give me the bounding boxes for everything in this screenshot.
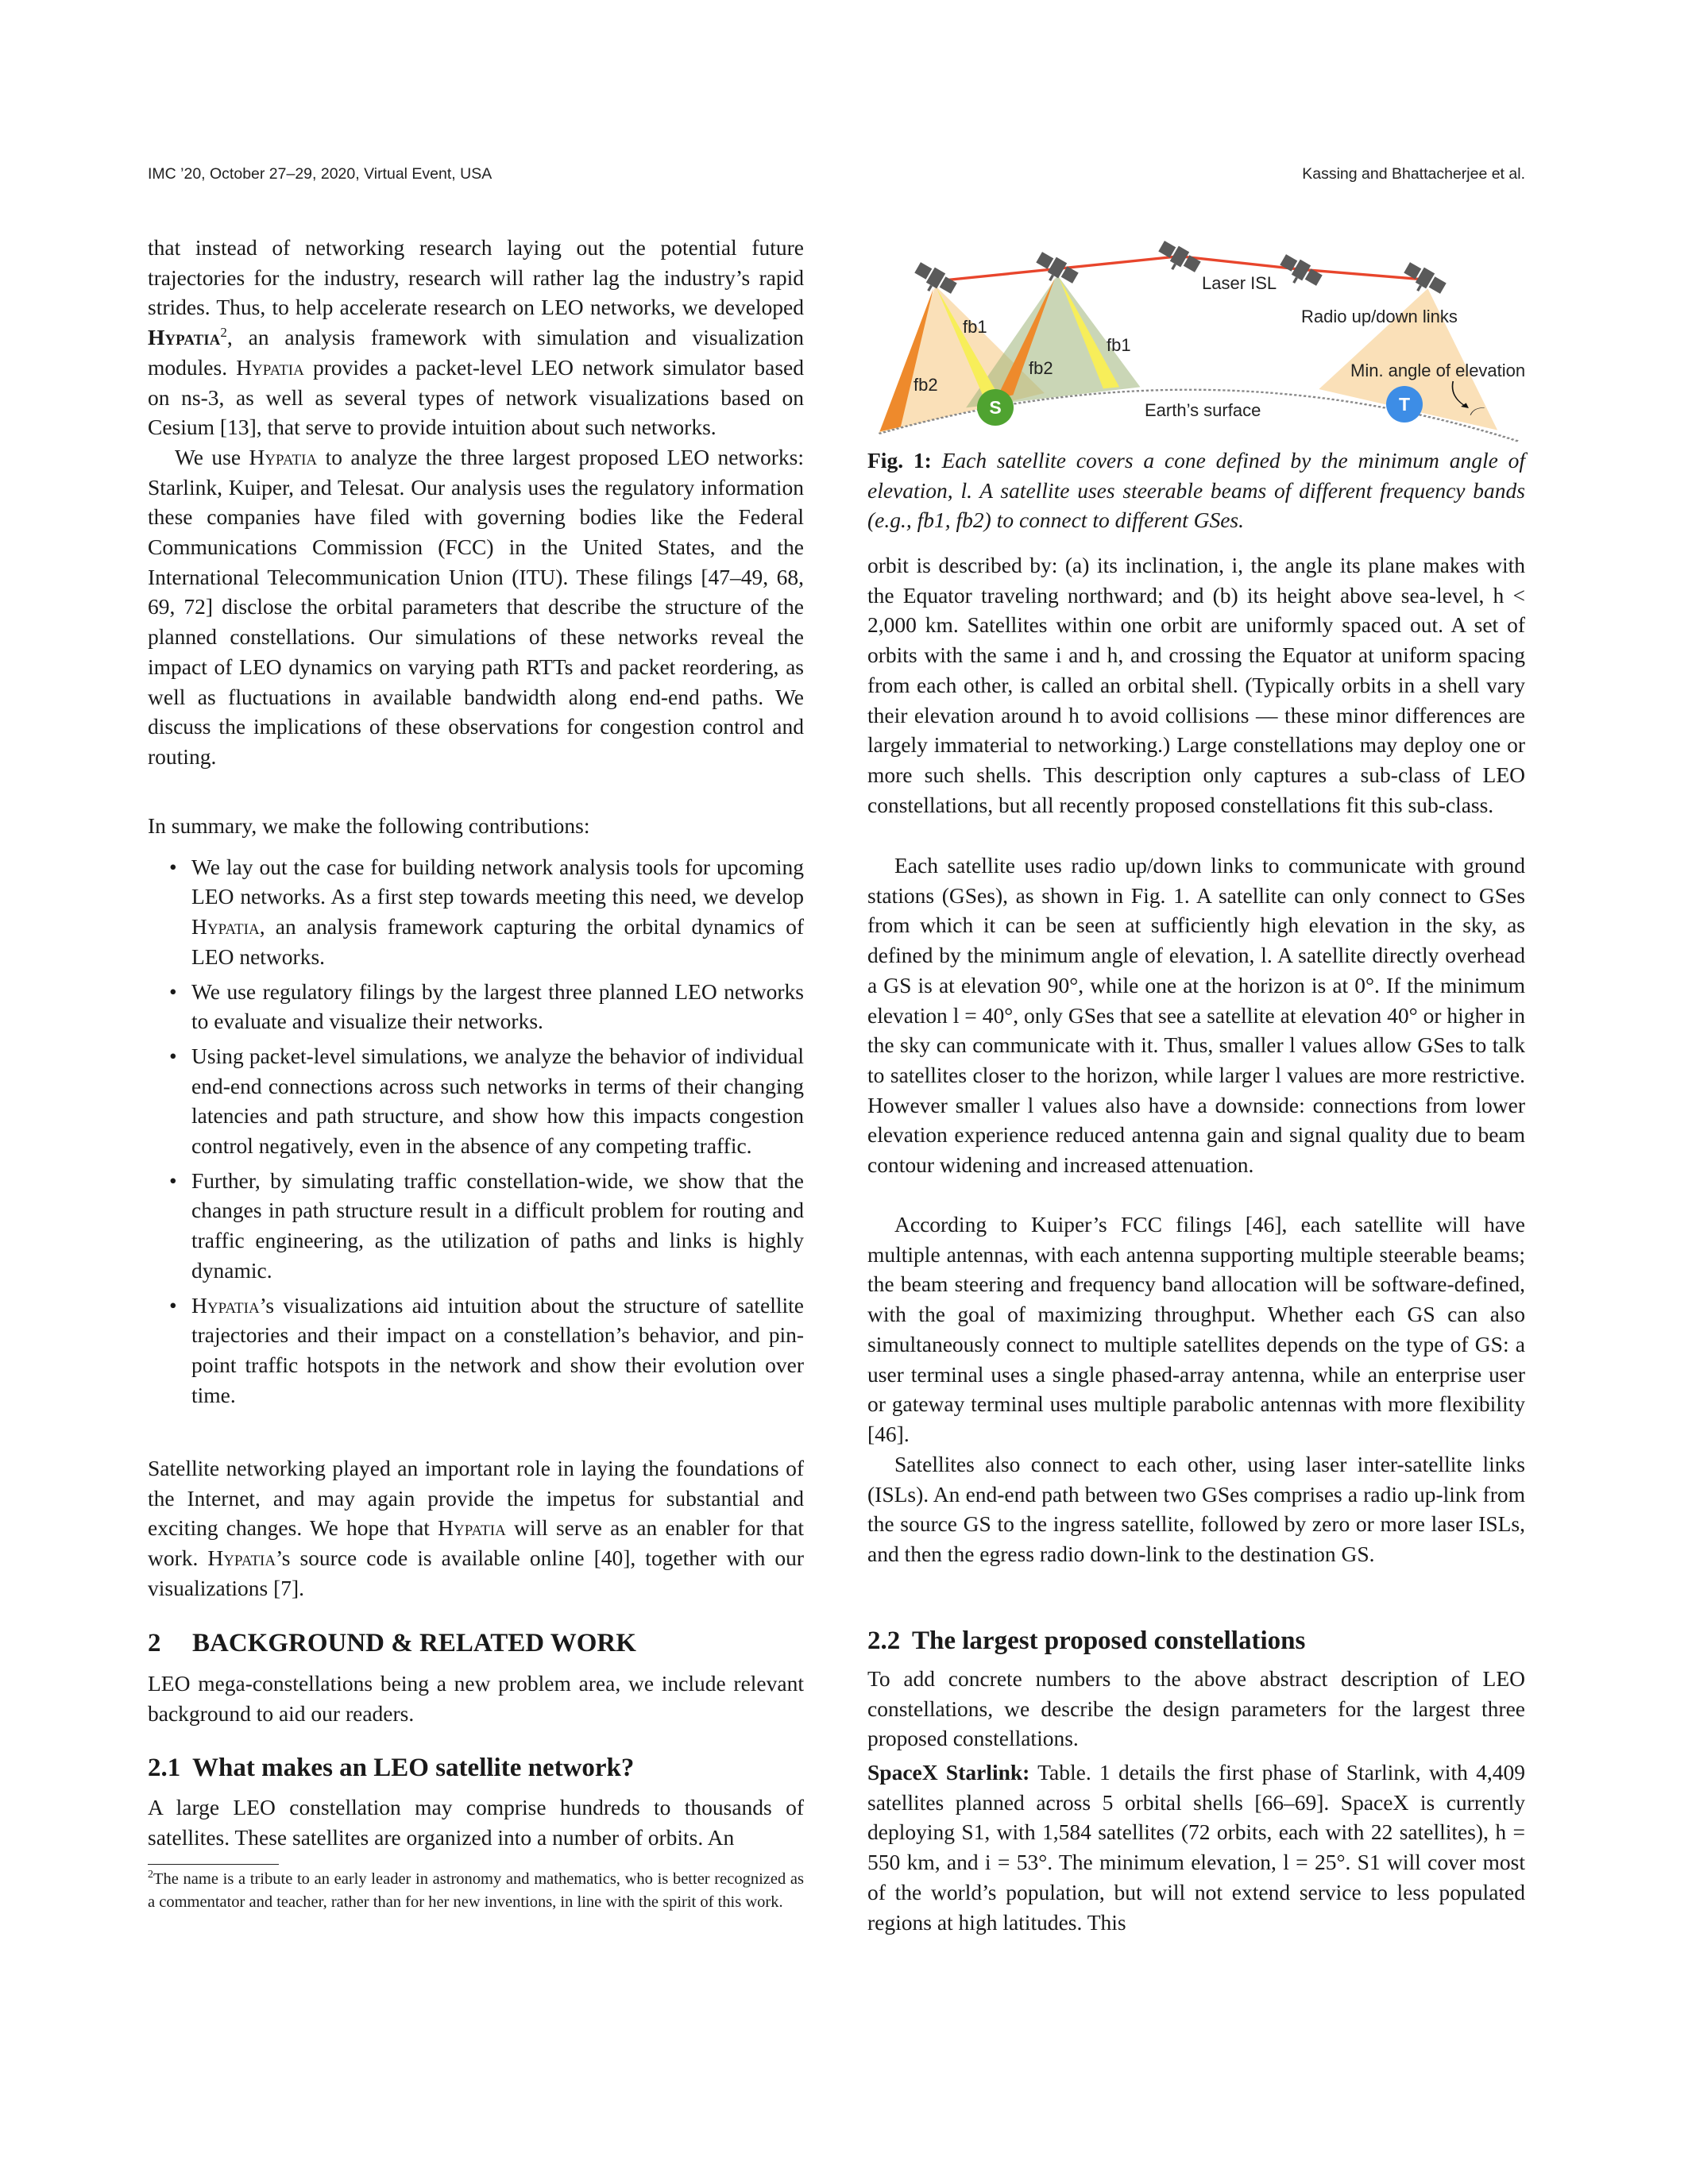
running-header-authors: Kassing and Bhattacherjee et al. [1302,165,1525,183]
label-laser-isl: Laser ISL [1202,273,1277,293]
footnote-marker: 2 [220,324,227,340]
starlink-paragraph [867,1758,1525,1937]
isl-paragraph [867,1449,1525,1569]
paragraph [148,233,804,442]
section-title: BACKGROUND & RELATED WORK [192,1629,636,1657]
text: ’s source code is available online [40], together with our visualizations [7]. [148,1545,804,1600]
text: that instead of networking research laying out the potential future trajectories for the industry, research will rather lag the industry’s rapid strides. Thus, to help accelerate research on LEO networks, we developed [148,235,804,320]
text: We lay out the case for building network analysis tools for upcoming LEO networks. As a first step towards meeting this need, we develop [191,854,804,909]
satellite-icons [910,238,1448,301]
text: We use [175,444,249,469]
text: Satellite networking played an important role in laying the foundations of the Internet, and may again provide the impetus for substantial and exciting changes. We hope that [148,1456,804,1541]
label-fb2: fb2 [1029,358,1053,378]
label-fb1: fb1 [1107,335,1131,355]
text: , an analysis framework capturing the orbital dynamics of LEO networks. [191,914,804,969]
bullet-icon: • [169,978,177,1004]
subsection-heading [867,1625,1305,1657]
list-item [148,977,804,1036]
footnote [148,1868,804,1913]
bullet-icon: • [169,1292,177,1318]
hypatia-name: Hypatia [236,354,304,380]
satellite-icon [1154,238,1203,280]
figure-1-caption [867,446,1525,535]
text: , an analysis framework with simulation and visualization modules. [148,325,804,380]
hypatia-name: Hypatia [148,325,221,350]
section-21-text [148,1792,804,1852]
list-item [148,1291,804,1410]
footnote-text: The name is a tribute to an early leader in astronomy and mathematics, who is better recognized as a commentator and teacher, rather than for her new inventions, in line with the spirit of this work. [148,1870,804,1911]
gs-paragraph [867,851,1525,1180]
text: We use regulatory filings by the largest three planned LEO networks to evaluate and visualize their networks. [191,978,804,1034]
text: to analyze the three largest proposed LEO networks: Starlink, Kuiper, and Telesat. Our analysis uses the regulatory information these companies have filed with governing bodies like the Federal Communications Commission (FCC) in the United States, and the International Telecommunication Union (ITU). These filings [47–49, 68, 69, 72] disclose the orbital parameters that describe the structure of the planned constellations. Our simulations of these networks reveal the impact of LEO dynamics on varying path RTTs and packet reordering, as well as fluctuations in available bandwidth along end-end paths. We discuss the implications of these observations for congestion control and routing. [148,444,804,769]
paragraph: In summary, we make the following contributions: [148,813,590,838]
bullet-icon: • [169,1167,177,1193]
caption-text: Each satellite covers a cone defined by the minimum angle of elevation, l. A satellite uses steerable beams of different frequency bands (e.g., fb1, fb2) to connect to different GSes. [867,448,1525,533]
text: will serve as an enabler for that work. [148,1515,804,1571]
paragraph [867,1758,1525,1937]
contributions-list [148,852,804,1410]
closing-paragraph [148,1453,804,1603]
section-number: 2 [148,1629,161,1657]
section-number: 2.1 [148,1754,181,1782]
paragraph [148,1453,804,1603]
intro-paragraphs [148,233,804,772]
hypatia-name: Hypatia [249,444,318,469]
paragraph: LEO mega-constellations being a new problem area, we include relevant background to aid our readers. [148,1671,804,1726]
label-fb1: fb1 [963,317,987,337]
subsection-heading [148,1752,634,1784]
bullet-icon: • [169,854,177,879]
hypatia-name: Hypatia [438,1515,506,1541]
label-fb2: fb2 [914,375,938,395]
text: provides a packet-level LEO network simulator based on ns-3, as well as several types of network visualizations based on Cesium [13], that serve to provide intuition about such networks. [148,354,804,440]
contributions [148,811,804,1414]
source-gs-label: S [989,397,1002,418]
bullet-icon: • [169,1043,177,1068]
list-item [148,852,804,972]
satellite-icon [1400,260,1448,301]
text: Table. 1 details the first phase of Starlink, with 4,409 satellites planned across 5 orbital shells [66–69]. SpaceX is currently deploying S1, with 1,584 satellites (72 orbits, each with 22 satellites), h = 550 km, and i = 53°. The minimum elevation, l = 25°. S1 will cover most of the world’s population, but will not extend service to less populated regions at high latitudes. This [867,1760,1525,1935]
satellite-icon [1032,249,1080,291]
satellite-icon [910,260,959,301]
footnote-rule [148,1864,279,1865]
paragraph: To add concrete numbers to the above abstract description of LEO constellations, we describe the design parameters for the largest three proposed constellations. [867,1666,1525,1751]
list-item [148,1041,804,1161]
list-item [148,1166,804,1286]
running-header-venue: IMC ’20, October 27–29, 2020, Virtual Event, USA [148,165,492,183]
satellite-icon [1276,252,1324,293]
text: ’s visualizations aid intuition about the structure of satellite trajectories and their impact on a constellation’s behavior, and pin-point traffic hotspots in the network and show their evolution over time. [191,1292,804,1407]
paragraph: Each satellite uses radio up/down links to communicate with ground stations (GSes), as shown in Fig. 1. A satellite can only connect to GSes from which it can be seen at sufficiently high elevation in the sky, as defined by the minimum angle of elevation, l. A satellite directly overhead a GS is at elevation 90°, while one at the horizon is at 0°. If the minimum elevation l = 40°, only GSes that see a satellite at elevation 40° or higher in the sky can communicate with it. Thus, smaller l values allow GSes to talk to satellites closer to the horizon, while larger l values are more restrictive. However smaller l values also have a downside: connections from lower elevation experience reduced antenna gain and signal quality due to beam contour widening and increased attenuation. [867,853,1525,1178]
footnote-number: 2 [148,1869,153,1881]
kuiper-paragraph [867,1210,1525,1449]
paragraph: A large LEO constellation may comprise hundreds to thousands of satellites. These satellites are organized into a number of orbits. An [148,1795,804,1850]
section-22-intro [867,1664,1525,1754]
section-2-intro [148,1669,804,1728]
paragraph: Satellites also connect to each other, using laser inter-satellite links (ISLs). An end-end path between two GSes comprises a radio up-link from the source GS to the ingress satellite, followed by zero or more laser ISLs, and then the egress radio down-link to the destination GS. [867,1452,1525,1567]
section-heading [148,1627,636,1659]
run-in-heading: SpaceX Starlink: [867,1760,1030,1785]
hypatia-name: Hypatia [191,1292,260,1318]
section-title: The largest proposed constellations [912,1626,1306,1655]
hypatia-name: Hypatia [191,914,260,940]
label-radio-links: Radio up/down links [1301,307,1458,326]
target-gs-label: T [1398,394,1411,415]
paragraph: orbit is described by: (a) its inclination, i, the angle its plane makes with the Equator traveling northward; and (b) its height above sea-level, h < 2,000 km. Satellites within one orbit are uniformly spaced out. A set of orbits with the same i and h, and crossing the Equator at uniform spacing from each other, is called an orbital shell. (Typically orbits in a shell vary their elevation around h to avoid collisions — these minor differences are largely immaterial to networking.) Large constellations may deploy one or more such shells. This description only captures a sub-class of LEO constellations, but all recently proposed constellations fit this sub-class. [867,553,1525,817]
text: Further, by simulating traffic constellation-wide, we show that the changes in path structure result in a difficult problem for routing and traffic engineering, as the utilization of paths and links is highly dynamic. [191,1167,804,1283]
label-min-angle: Min. angle of elevation [1350,361,1526,380]
paragraph [148,442,804,772]
figure-1-labels [866,238,1541,445]
text: Using packet-level simulations, we analyze the behavior of individual end-end connections across such networks in terms of their changing latencies and path structure, and show how this impacts congestion control negatively, even in the absence of any competing traffic. [191,1043,804,1159]
section-title: What makes an LEO satellite network? [192,1754,635,1782]
section-number: 2.2 [867,1626,901,1655]
hypatia-name: Hypatia [207,1545,276,1571]
paragraph: According to Kuiper’s FCC filings [46], each satellite will have multiple antennas, with each antenna supporting multiple steerable beams; the beam steering and frequency band allocation will be software-defined, with the goal of maximizing throughput. Whether each GS can also simultaneously connect to multiple satellites depends on the type of GS: a user terminal uses a single phased-array antenna, while an enterprise user or gateway terminal uses multiple parabolic antennas with more flexibility [46]. [867,1212,1525,1446]
caption-label: Fig. 1: [867,448,932,473]
orbit-paragraph [867,550,1525,820]
label-earth-surface: Earth’s surface [1145,400,1261,420]
